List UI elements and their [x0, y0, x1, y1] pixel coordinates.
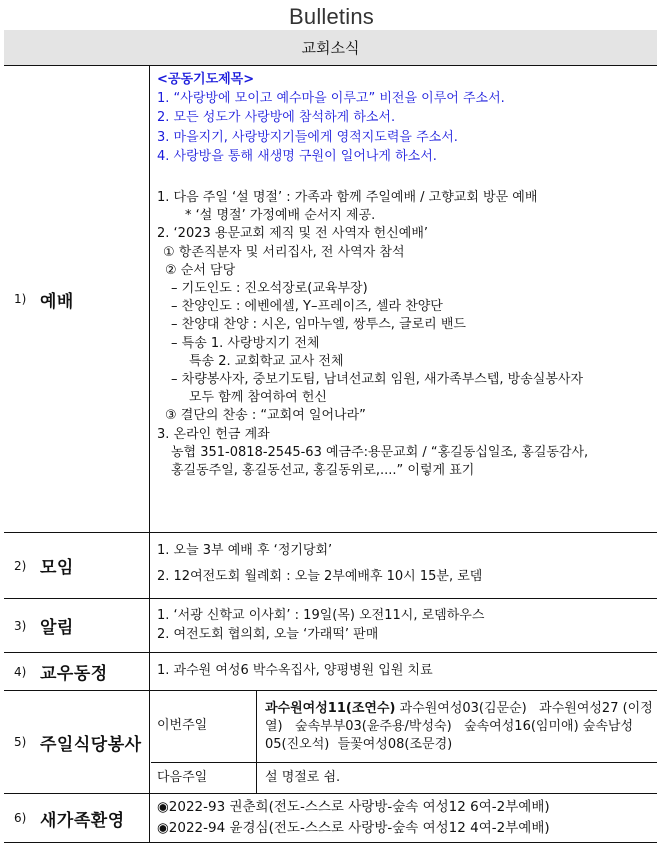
row-number: 4)	[14, 664, 27, 679]
members-news-content	[151, 653, 657, 690]
worship-item: 모두 함께 참여하여 헌신	[189, 390, 327, 406]
row-label	[4, 691, 150, 793]
prayer-item: 4. 사랑방을 통해 새생명 구원이 일어나게 하소서.	[157, 148, 437, 164]
notice-content	[151, 599, 657, 652]
meeting-item: 1. 오늘 3부 예배 후 ‘정기당회’	[157, 543, 333, 558]
prayer-item: 2. 모든 성도가 사랑방에 참석하게 하소서.	[157, 110, 396, 126]
row-title: 모임	[40, 558, 74, 578]
worship-item: ③ 결단의 찬송 : “교회여 일어나라”	[165, 408, 366, 424]
this-week-rest: 과수원여성03(김문순) 과수원여성27 (이정열) 숲속부부03(윤주용/박성숙) 숲속여성16(임미애) 숲속남성05(진오석) 들꽃여성08(조문경)	[265, 700, 653, 752]
worship-item: * ‘설 명절’ 가정예배 순서지 제공.	[185, 208, 376, 224]
notice-item: 1. ‘서광 신학교 이사회’ : 19일(목) 오전11시, 로뎀하우스	[157, 608, 485, 623]
worship-item: – 차량봉사자, 중보기도팀, 남녀선교회 임원, 새가족부스텝, 방송실봉사자	[171, 372, 584, 388]
row-members-news	[4, 653, 657, 691]
worship-item: ① 항존직분자 및 서리집사, 전 사역자 참석	[163, 244, 405, 260]
kitchen-this-week-row	[151, 691, 657, 763]
row-new-family	[4, 794, 657, 843]
row-number: 3)	[14, 618, 27, 633]
meeting-item: 2. 12여전도회 월례회 : 오늘 2부예배후 10시 15분, 로뎀	[157, 569, 483, 584]
next-week-label: 다음주일	[151, 763, 257, 793]
worship-item: – 특송 1. 사랑방지기 전체	[171, 335, 320, 351]
row-number: 1)	[14, 292, 27, 306]
prayer-heading: <공동기도제목>	[157, 72, 255, 87]
row-title: 주일식당봉사	[40, 734, 142, 755]
row-label	[4, 653, 150, 690]
page-title: Bulletins	[289, 4, 374, 29]
row-worship	[4, 66, 657, 533]
meeting-content	[151, 533, 657, 598]
kitchen-next-week-row	[151, 763, 657, 793]
row-label	[4, 599, 150, 652]
worship-item: 1. 다음 주일 ‘설 명절’ : 가족과 함께 주일예배 / 고향교회 방문 예배	[157, 190, 538, 206]
row-notice	[4, 599, 657, 653]
sunday-kitchen-content	[151, 691, 657, 793]
this-week-lead: 과수원여성11(조연수)	[265, 700, 396, 716]
worship-item: 2. ‘2023 용문교회 제직 및 전 사역자 헌신예배’	[157, 226, 429, 242]
row-title: 새가족환영	[40, 810, 125, 831]
row-sunday-kitchen	[4, 691, 657, 794]
worship-item: – 찬양인도 : 에벤에셀, Y–프레이즈, 셀라 찬양단	[171, 299, 443, 315]
row-meeting	[4, 533, 657, 599]
worship-item: 홍길동주일, 홍길동선교, 홍길동위로,....” 이렇게 표기	[171, 463, 475, 479]
row-title: 알림	[40, 618, 74, 638]
row-label	[4, 533, 150, 598]
row-number: 5)	[14, 735, 27, 749]
notice-item: 2. 여전도회 협의회, 오늘 ‘가래떡’ 판매	[157, 627, 379, 642]
this-week-label: 이번주일	[151, 691, 257, 762]
row-title: 교우동정	[40, 664, 108, 684]
row-title: 예배	[40, 291, 74, 312]
new-family-content	[151, 794, 657, 842]
worship-item: 농협 351-0818-2545-63 예금주:용문교회 / “홍길동십일조, 홍길동감사,	[171, 444, 589, 460]
worship-item: – 찬양대 찬양 : 시온, 임마누엘, 쌍투스, 글로리 밴드	[171, 317, 466, 333]
prayer-item: 1. “사랑방에 모이고 예수마을 이루고” 비전을 이루어 주소서.	[157, 91, 505, 107]
row-label	[4, 794, 150, 842]
worship-item: – 기도인도 : 진오석장로(교육부장)	[171, 281, 368, 297]
row-label	[4, 66, 150, 532]
new-family-item: ◉2022-94 윤경심(전도-스스로 사랑방-숲속 여성12 4여-2부예배)	[157, 820, 550, 836]
worship-item: ② 순서 담당	[165, 262, 236, 278]
worship-content	[151, 66, 657, 532]
worship-item: 3. 온라인 헌금 계좌	[157, 426, 270, 442]
row-number: 6)	[14, 811, 27, 825]
this-week-value	[259, 691, 657, 762]
new-family-item: ◉2022-93 권춘희(전도-스스로 사랑방-숲속 여성12 6여-2부예배)	[157, 799, 550, 815]
kitchen-sub-table	[151, 691, 657, 793]
next-week-value: 설 명절로 쉼.	[265, 770, 341, 785]
prayer-item: 3. 마을지기, 사랑방지기들에게 영적지도력을 주소서.	[157, 129, 458, 145]
row-number: 2)	[14, 558, 27, 573]
worship-item: 특송 2. 교회학교 교사 전체	[189, 353, 344, 369]
members-news-item: 1. 과수원 여성6 박수옥집사, 양평병원 입원 치료	[157, 663, 433, 679]
section-header: 교회소식	[4, 30, 657, 66]
